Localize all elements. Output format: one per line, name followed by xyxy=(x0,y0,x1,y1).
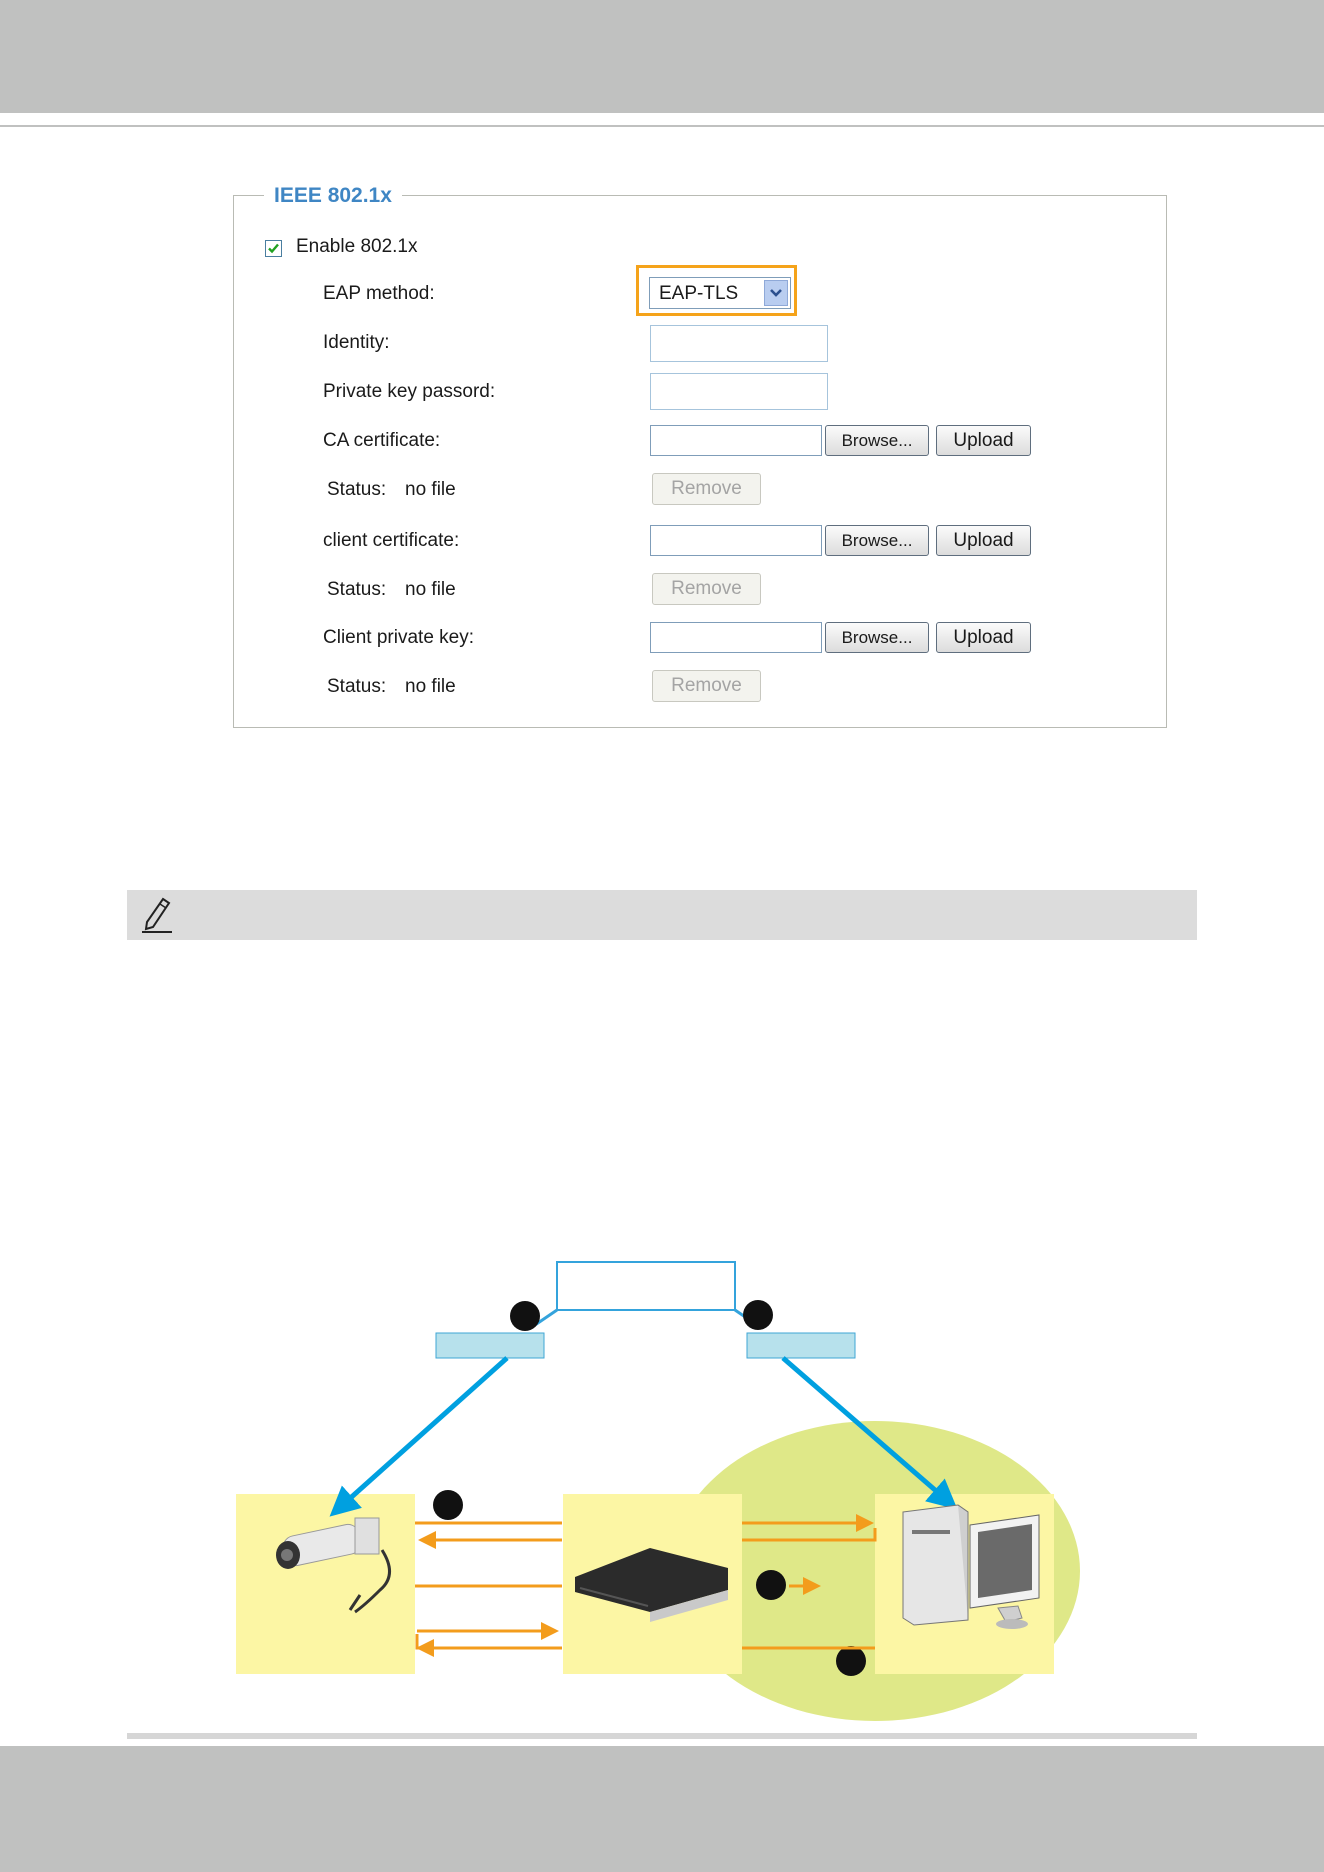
footer-band xyxy=(0,1746,1324,1872)
dropdown-button[interactable] xyxy=(764,280,788,306)
client-certificate-label: client certificate: xyxy=(323,530,460,551)
client-private-key-browse-button[interactable]: Browse... xyxy=(825,622,929,653)
step-marker-5 xyxy=(836,1646,866,1676)
note-bar xyxy=(127,890,1197,940)
enable-8021x-label: Enable 802.1x xyxy=(296,236,418,257)
client-private-key-file-input[interactable] xyxy=(650,622,822,653)
private-key-password-label: Private key passord: xyxy=(323,381,496,402)
step-marker-3 xyxy=(433,1490,463,1520)
fieldset-legend: IEEE 802.1x xyxy=(264,184,402,208)
network-diagram xyxy=(0,1250,1324,1730)
client-private-key-upload-button[interactable]: Upload xyxy=(936,622,1031,653)
checkmark-icon xyxy=(266,241,281,256)
pencil-icon xyxy=(140,896,174,934)
enable-8021x-checkbox[interactable] xyxy=(265,240,282,257)
ca-certificate-remove-button[interactable]: Remove xyxy=(652,473,761,505)
blue-arrow-to-camera xyxy=(337,1358,507,1510)
right-tag xyxy=(747,1333,855,1358)
ca-certificate-label: CA certificate: xyxy=(323,430,441,451)
private-key-password-input[interactable] xyxy=(650,373,828,410)
client-certificate-remove-button[interactable]: Remove xyxy=(652,573,761,605)
eap-method-label: EAP method: xyxy=(323,283,435,304)
chevron-down-icon xyxy=(765,281,787,305)
footer-rule xyxy=(127,1733,1197,1739)
eap-method-select[interactable] xyxy=(649,277,791,309)
client-status-label: Status: xyxy=(327,579,387,600)
client-private-key-label: Client private key: xyxy=(323,627,475,648)
ca-status-value: no file xyxy=(405,479,456,500)
step-marker-4 xyxy=(756,1570,786,1600)
ca-certificate-upload-button[interactable]: Upload xyxy=(936,425,1031,456)
camera-node xyxy=(236,1494,415,1674)
client-certificate-browse-button[interactable]: Browse... xyxy=(825,525,929,556)
client-private-key-remove-button[interactable]: Remove xyxy=(652,670,761,702)
private-key-status-label: Status: xyxy=(327,676,387,697)
ca-certificate-browse-button[interactable]: Browse... xyxy=(825,425,929,456)
step-marker-2 xyxy=(743,1300,773,1330)
header-band xyxy=(0,0,1324,113)
header-rule xyxy=(0,125,1324,127)
identity-label: Identity: xyxy=(323,332,390,353)
client-certificate-upload-button[interactable]: Upload xyxy=(936,525,1031,556)
ca-status-label: Status: xyxy=(327,479,387,500)
ca-certificate-file-input[interactable] xyxy=(650,425,822,456)
step-marker-1 xyxy=(510,1301,540,1331)
private-key-status-value: no file xyxy=(405,676,456,697)
identity-input[interactable] xyxy=(650,325,828,362)
left-tag xyxy=(436,1333,544,1358)
client-certificate-file-input[interactable] xyxy=(650,525,822,556)
client-status-value: no file xyxy=(405,579,456,600)
certificate-authority-box xyxy=(557,1262,735,1310)
eap-method-value: EAP-TLS xyxy=(659,283,739,304)
